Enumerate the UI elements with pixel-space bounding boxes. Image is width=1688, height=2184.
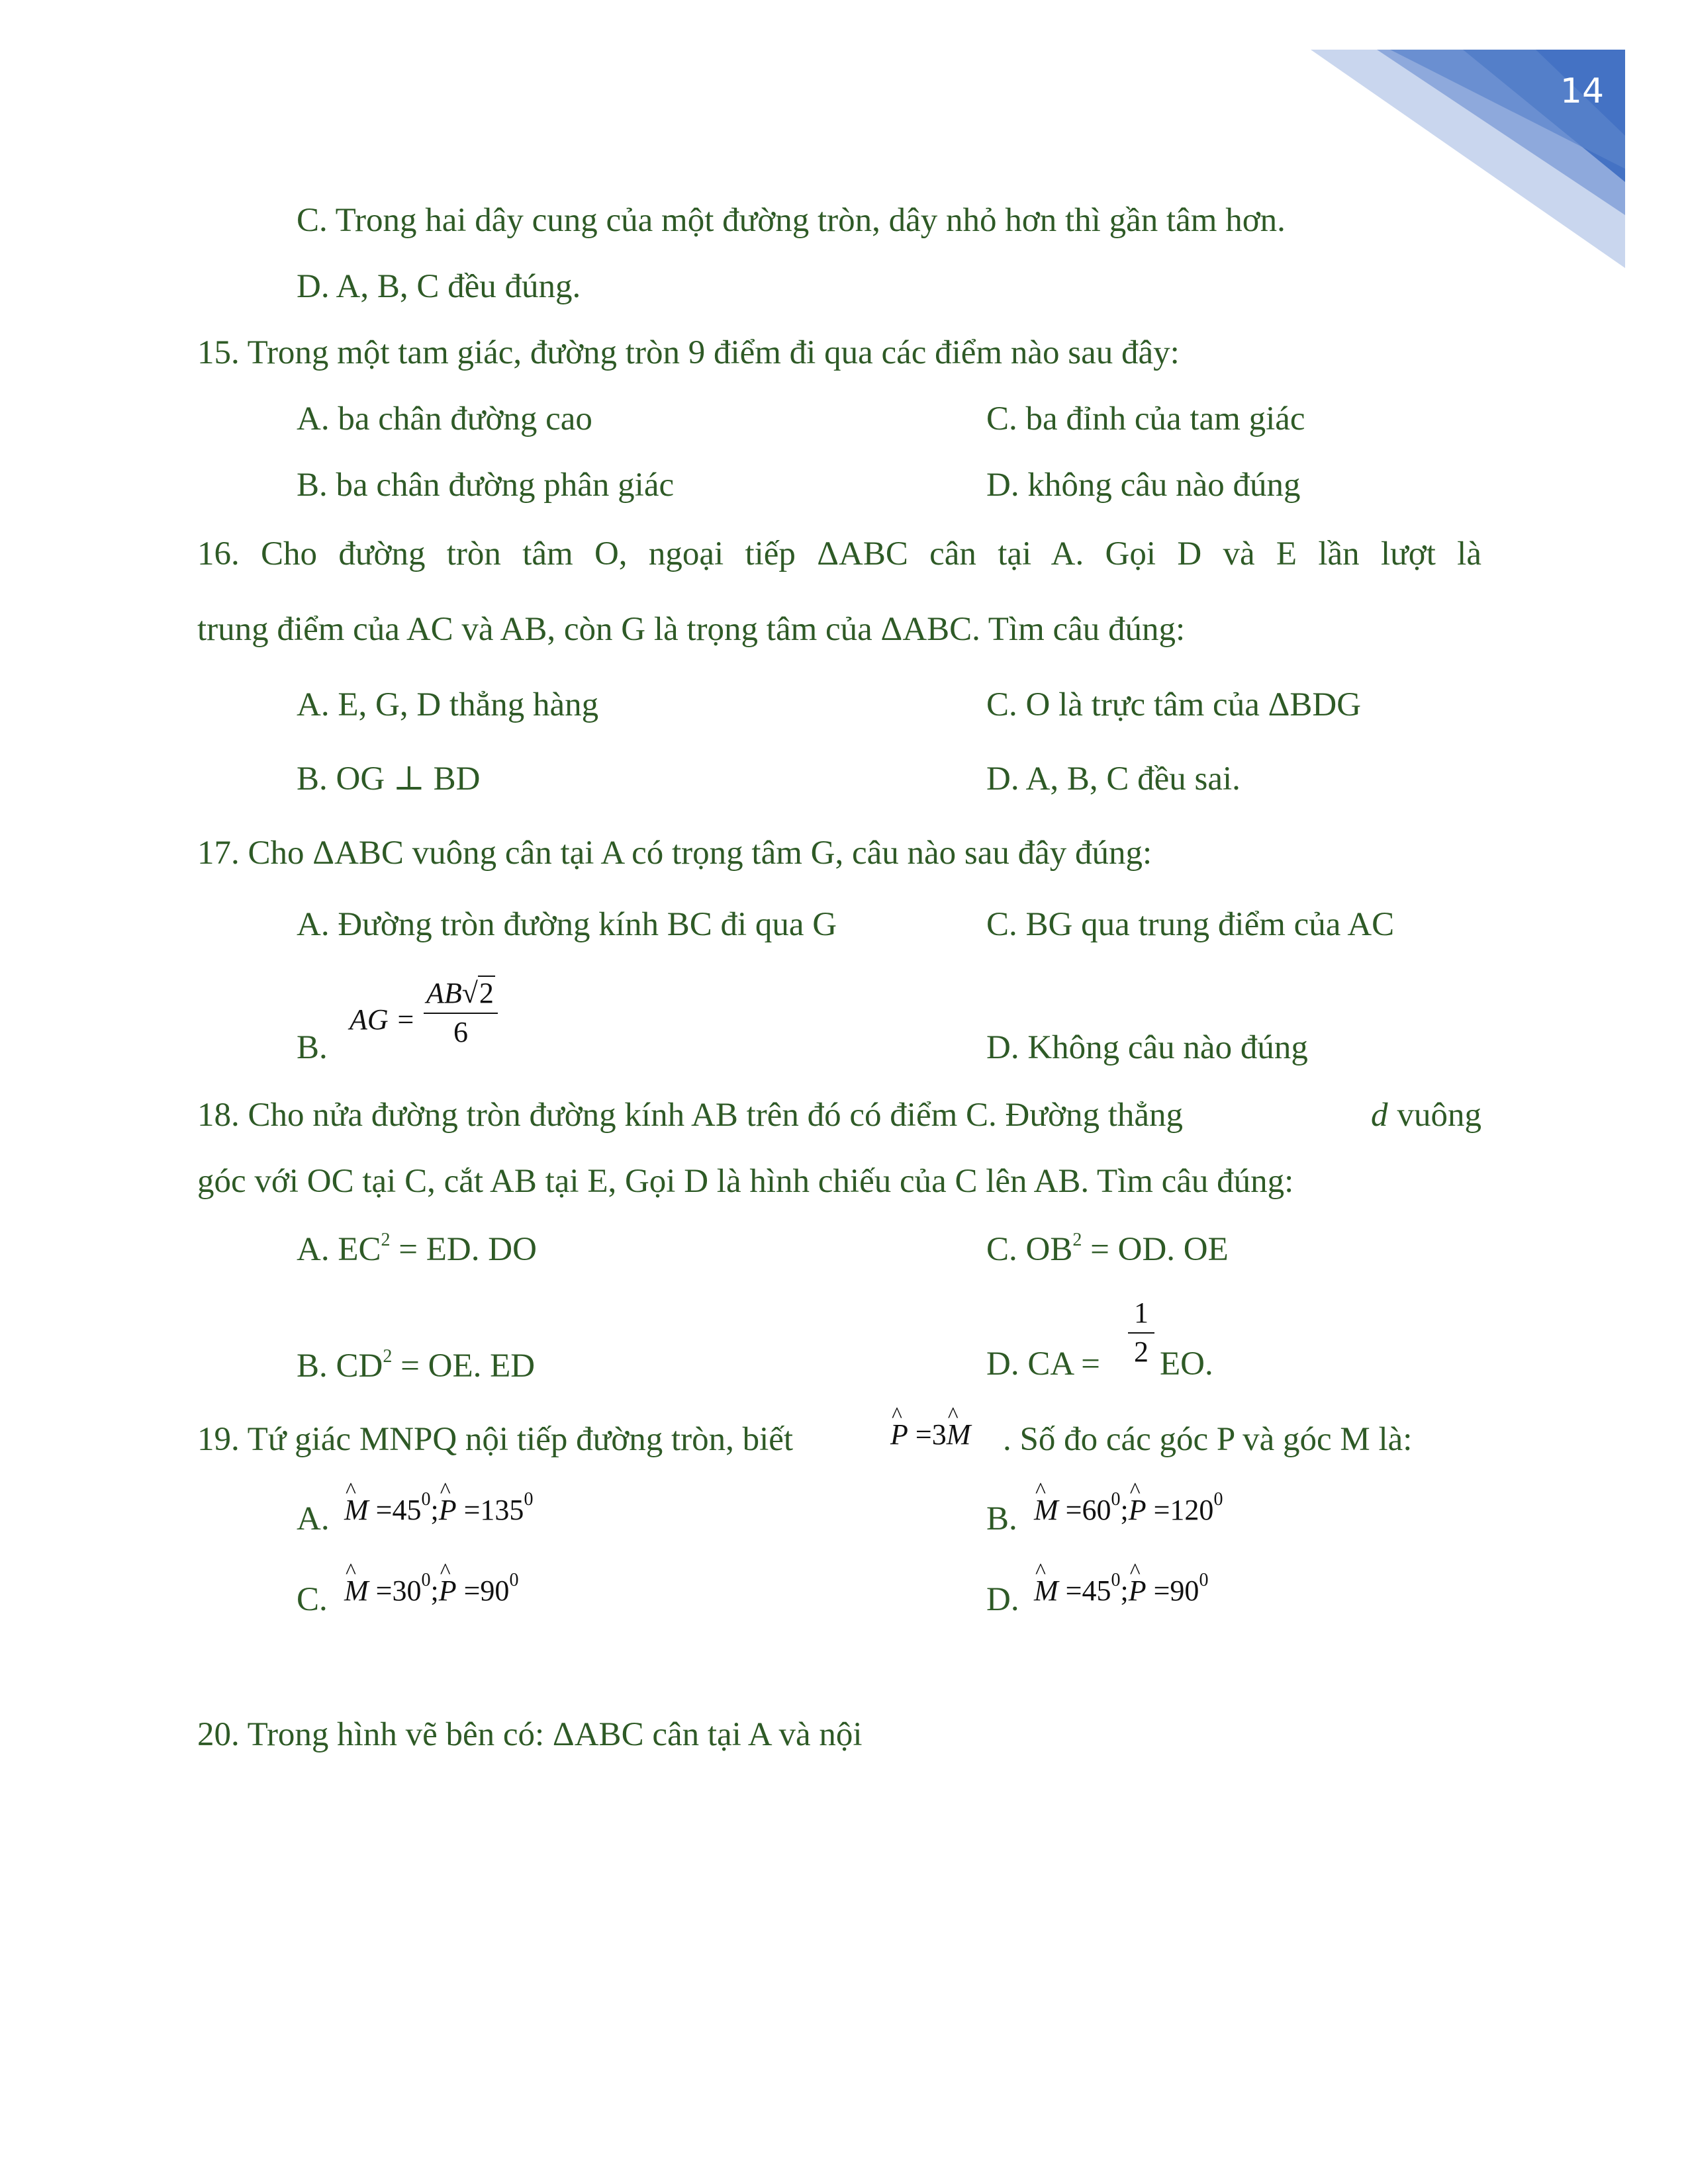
q16-option-d: D. A, B, C đều sai. xyxy=(986,760,1241,797)
q14-option-c: C. Trong hai dây cung của một đường tròn, dây nhỏ hơn thì gần tâm hơn. xyxy=(297,202,1286,239)
q19-option-b: ^ $M =60^0;\^{}$ $P =120^0$ xyxy=(1034,1489,1223,1527)
q15-option-c: C. ba đỉnh của tam giác xyxy=(986,400,1305,437)
q18-option-b: B. $CD^2$ = OE. ED xyxy=(297,1346,536,1385)
q19-option-d-label: D. xyxy=(986,1581,1019,1618)
q17-option-b-label: B. xyxy=(297,1029,328,1066)
q19-option-d: ^ $M =45^0;\^{}$ $P =90^0$ xyxy=(1034,1570,1208,1608)
q19-option-c-label: C. xyxy=(297,1581,328,1618)
q19-option-a: ^ $M =45^0;\^{}$ $P =135^0$ xyxy=(344,1489,533,1527)
q17-option-b-lhs: AG = xyxy=(350,1003,416,1036)
q17-option-b-fraction: $\frac{AB√2}{6}$ xyxy=(424,976,498,1049)
question-19-start: 19. Tứ giác MNPQ nội tiếp đường tròn, biết xyxy=(197,1421,794,1458)
question-18-line-1 xyxy=(197,1099,1481,1132)
q16-option-b: B. OG ⊥ BD xyxy=(297,760,481,797)
q18-option-d-fraction: $\frac{1}{2}$ xyxy=(1128,1296,1154,1369)
question-16-line-1: 16. Cho đường tròn tâm O, ngoại tiếp ΔABC cân tại A. Gọi D và E lần lượt là xyxy=(197,535,1481,572)
q14-option-d: D. A, B, C đều đúng. xyxy=(297,268,581,305)
q19-condition: ^ P =3^ M xyxy=(890,1418,970,1451)
q17-option-c: C. BG qua trung điểm của AC xyxy=(986,906,1395,943)
q15-option-d: D. không câu nào đúng xyxy=(986,467,1301,504)
q17-option-a: A. Đường tròn đường kính BC đi qua G xyxy=(297,906,837,943)
q16-option-c: C. O là trực tâm của ΔBDG xyxy=(986,686,1362,723)
q18-option-c: C. $OB^2$ = OD. OE xyxy=(986,1230,1229,1268)
q18-line-d: d xyxy=(1371,1097,1388,1134)
q18-option-a: A. $EC^2$ = ED. DO xyxy=(297,1230,537,1268)
q19-option-a-label: A. xyxy=(297,1500,330,1537)
q18-line-1-end: vuông xyxy=(1397,1097,1481,1134)
page-number: 14 xyxy=(1560,71,1605,111)
question-19-end: . Số đo các góc P và góc M là: xyxy=(1003,1421,1413,1458)
q17-option-d: D. Không câu nào đúng xyxy=(986,1029,1308,1066)
q15-option-a: A. ba chân đường cao xyxy=(297,400,592,437)
q16-option-a: A. E, G, D thẳng hàng xyxy=(297,686,599,723)
question-20: 20. Trong hình vẽ bên có: ΔABC cân tại A và nội xyxy=(197,1716,863,1753)
q18-option-d-right: EO. xyxy=(1160,1345,1213,1383)
question-18-line-2: góc với OC tại C, cắt AB tại E, Gọi D là hình chiếu của C lên AB. Tìm câu đúng: xyxy=(197,1163,1294,1200)
question-17: 17. Cho ΔABC vuông cân tại A có trọng tâm G, câu nào sau đây đúng: xyxy=(197,835,1152,872)
q17b-denominator: 6 xyxy=(453,1016,468,1048)
q18-line-1-text: 18. Cho nửa đường tròn đường kính AB trên đó có điểm C. Đường thẳng xyxy=(197,1097,1184,1134)
question-15: 15. Trong một tam giác, đường tròn 9 điểm đi qua các điểm nào sau đây: xyxy=(197,334,1180,371)
q19-option-c: ^ $M =30^0;\^{}$ $P =90^0$ xyxy=(344,1570,518,1608)
q17b-num-root: 2 xyxy=(479,977,494,1009)
question-16-line-2: trung điểm của AC và AB, còn G là trọng tâm của ΔABC. Tìm câu đúng: xyxy=(197,611,1186,648)
q15-option-b: B. ba chân đường phân giác xyxy=(297,467,675,504)
q17b-num-ab: AB xyxy=(426,977,462,1009)
q18-option-d-left: D. CA = xyxy=(986,1345,1100,1383)
q19-option-b-label: B. xyxy=(986,1500,1017,1537)
